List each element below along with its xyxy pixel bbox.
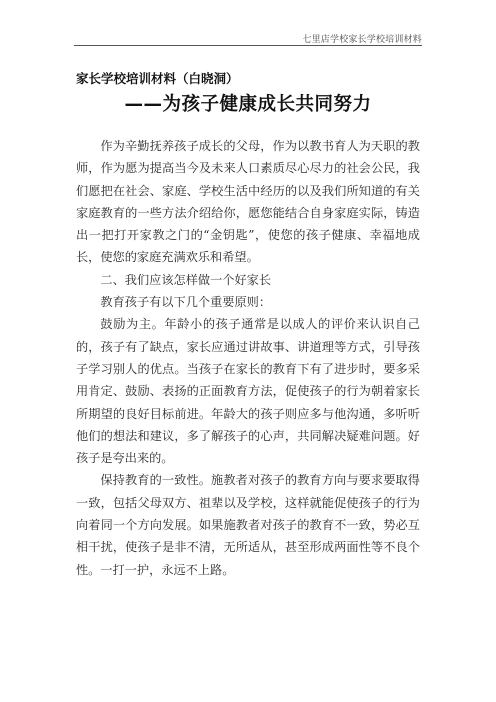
header-divider [74,45,422,46]
running-header: 七里店学校家长学校培训材料 [302,35,422,45]
body-paragraph: 作为辛勤抚养孩子成长的父母，作为以教书育人为天职的教师，作为愿为提高当今及未来人口素质尽心尽力的社会公民，我们愿把在社会、家庭、学校生活中经历的以及我们所知道的有关家庭教育的一些方法介绍给你，愿您能结合自身家庭实际，铸造出一把打开家教之门的“金钥匙”，使您的孩子健康、幸福地成长，使您的家庭充满欢乐和希望。 [76,139,420,265]
document-body [76,135,420,581]
body-paragraph: 鼓励为主。年龄小的孩子通常是以成人的评价来认识自己的，孩子有了缺点，家长应通过讲故事、讲道理等方式，引导孩子学习别人的优点。当孩子在家长的教育下有了进步时，要多采用肯定、鼓励、表扬的正面教育方法，促使孩子的行为朝着家长所期望的良好目标前进。年龄大的孩子则应多与他沟通，多听听他们的想法和建议，多了解孩子的心声，共同解决疑难问题。好孩子是夸出来的。 [76,317,420,466]
body-paragraph: 教育孩子有以下几个重要原则： [100,295,272,310]
document-heading: 家长学校培训材料（白晓洞） [76,71,239,86]
body-paragraph: 保持教育的一致性。施教者对孩子的教育方向与要求要取得一致，包括父母双方、祖辈以及学校，这样就能促使孩子的行为向着同一个方向发展。如果施教者对孩子的教育不一致，势必互相干扰，使孩子是非不清，无所适从，甚至形成两面性等不良个性。一打一护，永远不上路。 [76,473,420,577]
section-heading: 二、我们应该怎样做一个好家长 [100,272,272,287]
document-title: ——为孩子健康成长共同努力 [124,94,372,115]
